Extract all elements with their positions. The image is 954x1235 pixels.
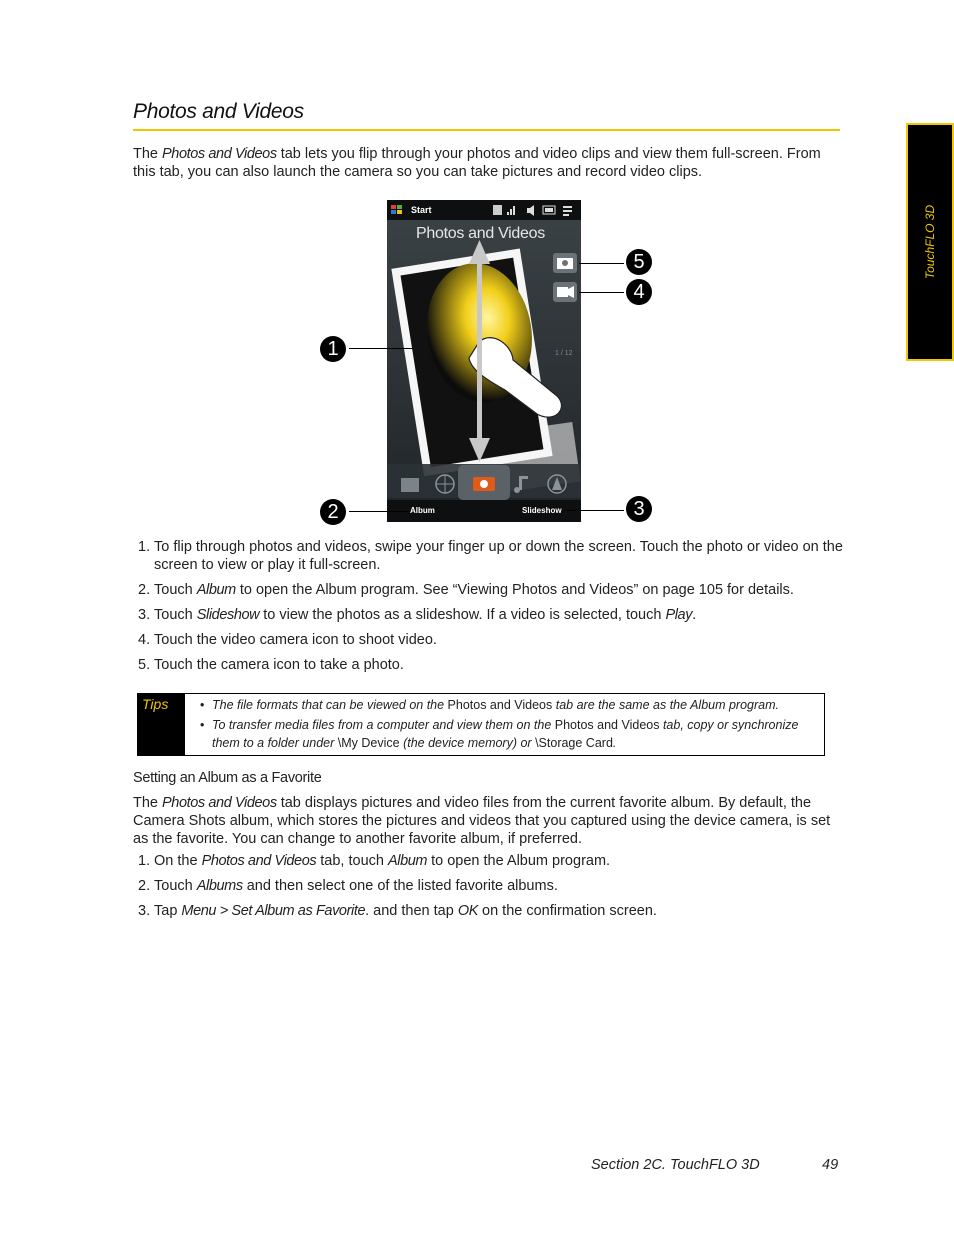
callout-5: 5 [626,249,652,275]
list-item: 3. Touch Slideshow to view the photos as a slideshow. If a video is selected, touch Play. [138,607,697,623]
tips-list [200,694,815,752]
callout-4: 4 [626,279,652,305]
title-rule [133,129,840,131]
album-soft-key[interactable]: Album [410,506,435,515]
list-item: 1. To flip through photos and videos, swipe your finger up or down the screen. Touch the photo or video on the screen to view or play it full-screen. [138,539,843,573]
favorite-steps-list [133,852,843,927]
camera-icon [553,253,577,273]
list-item: 3. Tap Menu > Set Album as Favorite. and then tap OK on the confirmation screen. [138,903,657,919]
intro-paragraph [133,145,843,181]
tip-item: • The file formats that can be viewed on the Photos and Videos tab are the same as the Album program. [200,696,815,714]
section-side-tab [906,123,954,361]
home-tab-icon [401,478,419,492]
list-item: 2. Touch Albums and then select one of the listed favorite albums. [138,878,558,894]
callout-5-line [579,263,624,264]
video-camera-icon [553,282,577,302]
list-item: 5. Touch the camera icon to take a photo. [138,657,404,673]
callout-1-line [349,348,414,349]
steps-list [133,538,843,681]
slideshow-soft-key[interactable]: Slideshow [522,506,562,515]
list-item: 4. Touch the video camera icon to shoot video. [138,632,437,648]
screen-title: Photos and Videos [416,225,545,242]
photo-counter: 1 / 12 [555,350,573,357]
callout-2-line [349,511,409,512]
intro-tab-name: Photos and Videos [162,146,277,162]
list-item: 2. Touch Album to open the Album program. See “Viewing Photos and Videos” on page 105 for details. [138,582,794,598]
intro-text: The [133,146,163,162]
list-item: 1. On the Photos and Videos tab, touch Album to open the Album program. [138,853,611,869]
tips-label: Tips [138,694,185,755]
page-title: Photos and Videos [133,100,304,123]
section-subheading: Setting an Album as a Favorite [133,770,322,786]
phone-screen-graphic [387,200,581,522]
callout-3-line [567,510,624,511]
tips-box [137,693,825,756]
start-label[interactable]: Start [411,205,432,215]
internet-tab-icon [436,475,454,493]
side-tab-label: TouchFLO 3D [923,204,937,280]
favorite-paragraph: The Photos and Videos tab displays pictures and video files from the current favorite album. By default, the Camera Shots album, which stores the pictures and videos that you captured using the device camera, is set as the favorite. You can change to another favorite album, if preferred. [133,795,831,847]
callout-3: 3 [626,496,652,522]
tip-item: • To transfer media files from a computer and view them on the Photos and Videos tab, copy or synchronize them to a folder under \My Device (the device memory) or \Storage Card. [200,716,815,752]
callout-4-line [579,292,624,293]
footer-section: Section 2C. TouchFLO 3D [591,1157,760,1173]
photos-tab-icon [473,477,495,491]
phone-screenshot [387,200,581,522]
callout-2: 2 [320,499,346,525]
intro-text-cont: tab lets you flip through your photos and video clips and view them full-screen. From this tab, you can also launch the camera so you can take pictures and record video clips. [133,146,821,180]
callout-1: 1 [320,336,346,362]
page-number: 49 [822,1157,839,1173]
